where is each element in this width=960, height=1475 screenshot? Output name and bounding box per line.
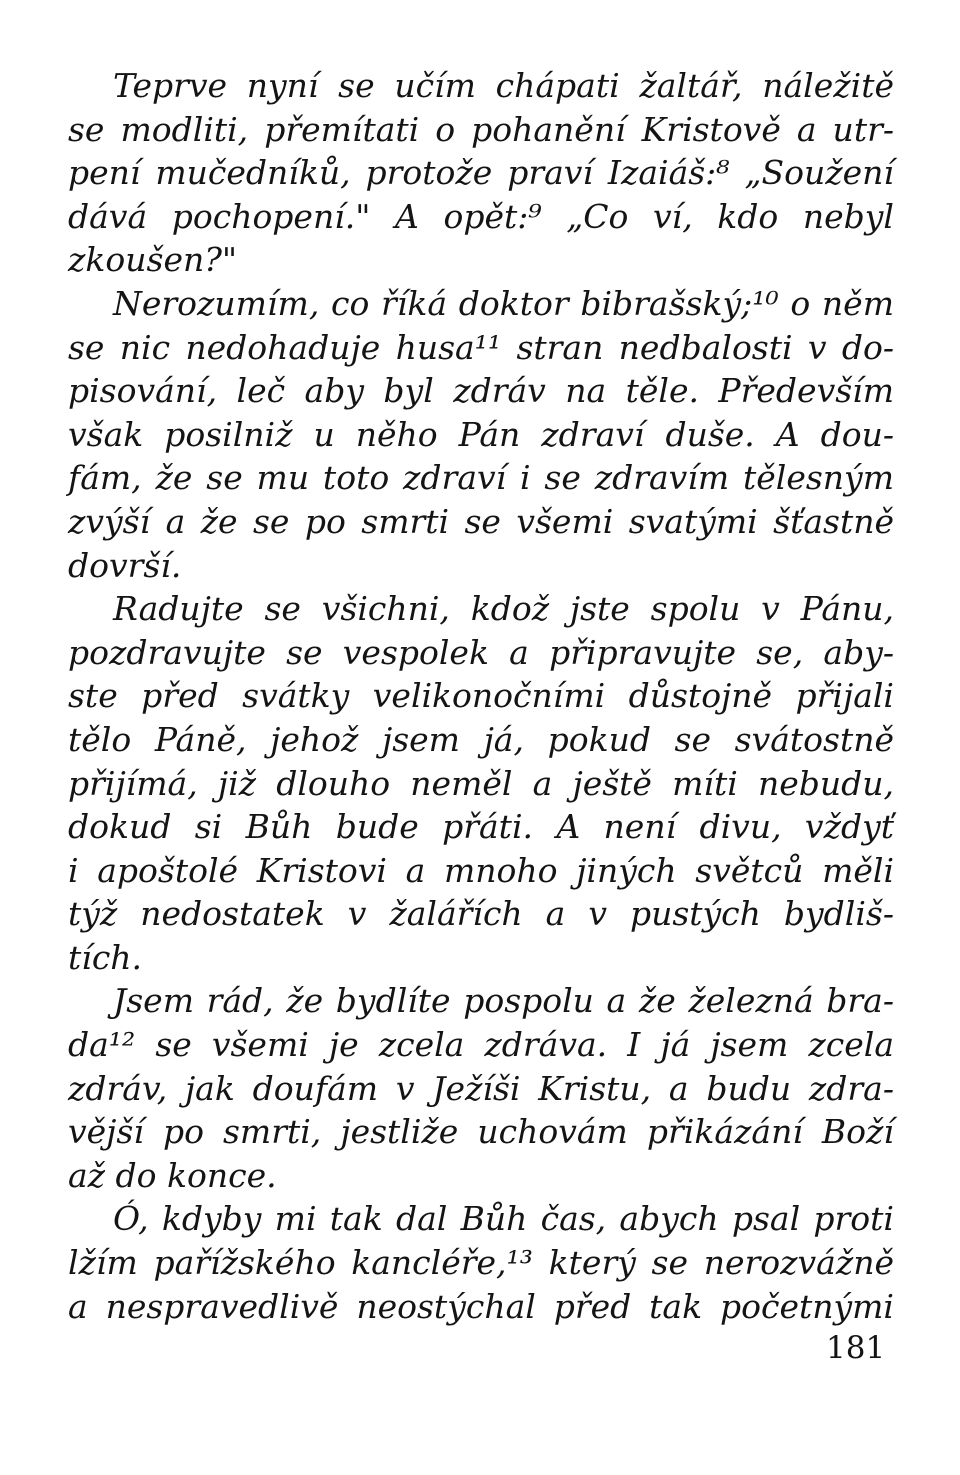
text-line: přijímá, již dlouho neměl a ještě míti nebudu, xyxy=(68,763,894,803)
text-line: Ó, kdyby mi tak dal Bůh čas, abych psal proti xyxy=(113,1199,894,1239)
text-line: dovrší. xyxy=(68,545,182,585)
text-line: až do konce. xyxy=(68,1155,277,1195)
text-line: týž nedostatek v žalářích a v pustých bydliš- xyxy=(68,894,894,934)
text-line: však posilniž u něho Pán zdraví duše. A dou- xyxy=(68,414,894,454)
text-line: pení mučedníků, protože praví Izaiáš:⁸ „Soužení xyxy=(68,153,894,193)
text-line: pisování, leč aby byl zdráv na těle. Především xyxy=(68,371,894,411)
text-line: dokud si Bůh bude přáti. A není divu, vždyť xyxy=(68,807,894,847)
page-number: 181 xyxy=(826,1330,886,1366)
text-line: zdráv, jak doufám v Ježíši Kristu, a budu zdra- xyxy=(68,1068,894,1108)
body-text xyxy=(68,64,894,1328)
text-line: fám, že se mu toto zdraví i se zdravím tělesným xyxy=(68,458,894,498)
text-line: ste před svátky velikonočními důstojně přijali xyxy=(68,676,894,716)
text-line: Radujte se všichni, kdož jste spolu v Pánu, xyxy=(113,589,894,629)
text-line: se nic nedohaduje husa¹¹ stran nedbalosti v do- xyxy=(68,327,894,367)
text-line: i apoštolé Kristovi a mnoho jiných světců měli xyxy=(68,850,894,890)
text-line: tělo Páně, jehož jsem já, pokud se svátostně xyxy=(68,719,894,759)
text-line: Jsem rád, že bydlíte pospolu a že železná bra- xyxy=(113,981,894,1021)
text-line: vější po smrti, jestliže uchovám přikázání Boží xyxy=(68,1112,894,1152)
text-line: zkoušen?" xyxy=(68,240,238,280)
text-line: lžím pařížského kancléře,¹³ který se nerozvážně xyxy=(68,1243,894,1283)
text-line: dává pochopení." A opět:⁹ „Co ví, kdo nebyl xyxy=(68,196,894,236)
text-line: da¹² se všemi je zcela zdráva. I já jsem zcela xyxy=(68,1025,894,1065)
text-line: pozdravujte se vespolek a připravujte se, aby- xyxy=(68,632,894,672)
text-line: Teprve nyní se učím chápati žaltář, náležitě xyxy=(113,66,894,105)
text-line: Nerozumím, co říká doktor bibrašský;¹⁰ o něm xyxy=(113,283,894,323)
text-line: zvýší a že se po smrti se všemi svatými šťastně xyxy=(68,501,894,541)
text-line: se modliti, přemítati o pohanění Kristově a utr- xyxy=(68,109,894,149)
text-line: a nespravedlivě neostýchal před tak početnými xyxy=(68,1286,894,1326)
text-line: tích. xyxy=(68,937,143,977)
